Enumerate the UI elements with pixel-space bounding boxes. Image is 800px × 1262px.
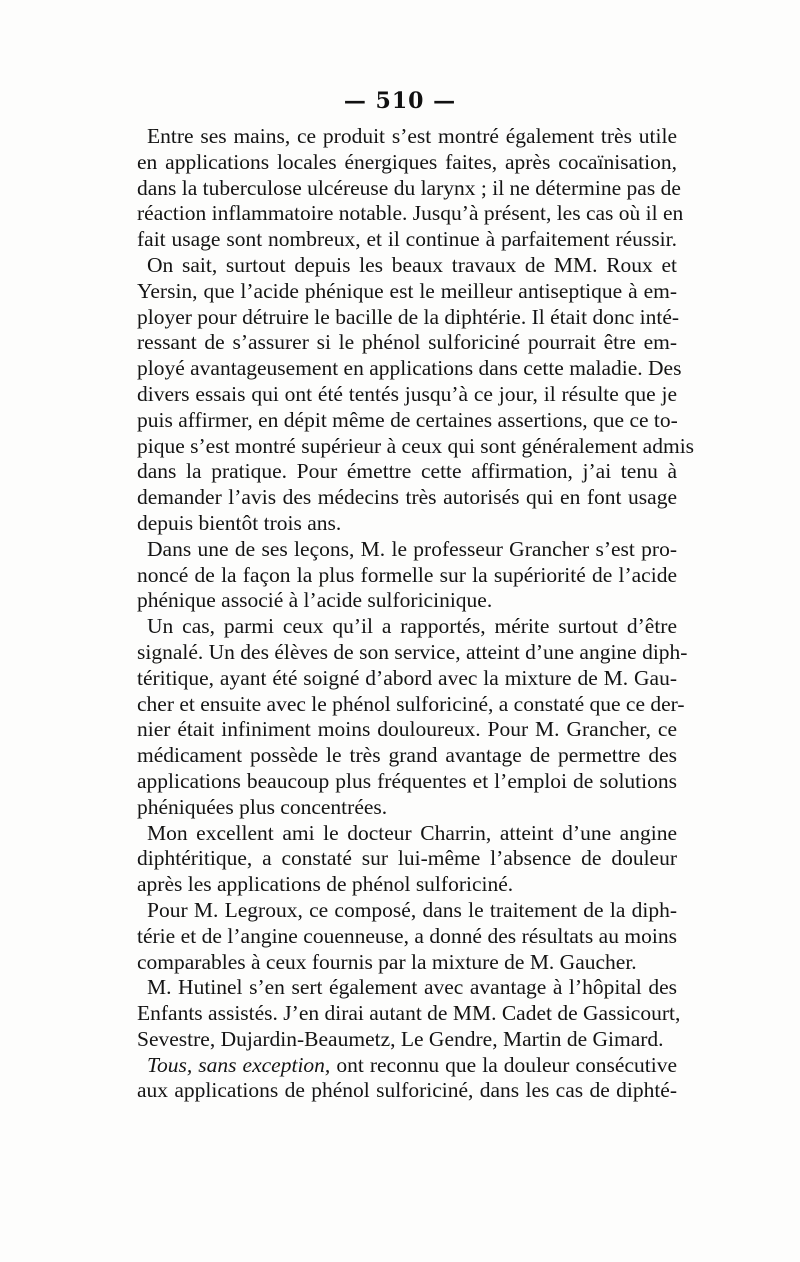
- line-text: On sait, surtout depuis les beaux travaux de MM. Roux et: [147, 252, 677, 277]
- italic-text: Tous, sans exception,: [147, 1052, 331, 1077]
- text-line: [137, 1027, 677, 1053]
- line-text: signalé. Un des élèves de son service, atteint d’une angine diph-: [137, 639, 688, 664]
- text-line: [137, 743, 677, 769]
- page-number: — 510 —: [343, 88, 457, 114]
- text-line: [137, 846, 677, 872]
- text-line: [137, 124, 677, 150]
- line-text: dans la tuberculose ulcéreuse du larynx ; il ne détermine pas de: [137, 175, 681, 200]
- body-text: [137, 124, 695, 1104]
- text-line: [137, 408, 677, 434]
- line-text: après les applications de phénol sulforiciné.: [137, 872, 514, 897]
- text-line: [137, 485, 677, 511]
- text-line: [137, 279, 677, 305]
- line-text: Enfants assistés. J’en dirai autant de MM. Cadet de Gassicourt,: [137, 1001, 681, 1026]
- line-text: cher et ensuite avec le phénol sulforiciné, a constaté que ce der-: [137, 691, 685, 716]
- line-text: comparables à ceux fournis par la mixture de M. Gaucher.: [137, 949, 637, 974]
- line-text: depuis bientôt trois ans.: [137, 510, 342, 535]
- line-text: en applications locales énergiques faites, après cocaïnisation,: [137, 149, 677, 174]
- text-line: [137, 691, 685, 718]
- text-line: [137, 227, 677, 253]
- text-line: [137, 201, 684, 227]
- text-line: [137, 382, 677, 408]
- line-text: phénique associé à l’acide sulforicinique.: [137, 588, 493, 613]
- line-text: applications beaucoup plus fréquentes et l’emploi de solutions: [137, 768, 677, 793]
- line-text: noncé de la façon la plus formelle sur la supériorité de l’acide: [137, 562, 677, 587]
- text-line: [137, 614, 677, 640]
- line-text: Yersin, que l’acide phénique est le meilleur antiseptique à em-: [137, 278, 677, 303]
- text-line: [137, 150, 677, 176]
- line-text: Sevestre, Dujardin-Beaumetz, Le Gendre, Martin de Gimard.: [137, 1026, 664, 1051]
- line-text: puis affirmer, en dépit même de certaines assertions, que ce to-: [137, 407, 678, 432]
- line-text: Mon excellent ami le docteur Charrin, atteint d’une angine: [147, 820, 677, 845]
- line-text: ployé avantageusement en applications dans cette maladie. Des: [137, 356, 682, 381]
- line-text: Dans une de ses leçons, M. le professeur Grancher s’est pro-: [147, 536, 677, 561]
- line-text: M. Hutinel s’en sert également avec avantage à l’hôpital des: [147, 975, 677, 1000]
- line-text: fait usage sont nombreux, et il continue à parfaitement réussir.: [137, 227, 677, 252]
- line-text: térie et de l’angine couenneuse, a donné des résultats au moins: [137, 923, 677, 948]
- line-text: demander l’avis des médecins très autorisés qui en font usage: [137, 485, 677, 510]
- line-text: médicament possède le très grand avantage de permettre des: [137, 743, 677, 768]
- text-line: [137, 769, 677, 795]
- text-line: [137, 1001, 681, 1027]
- text-line: [137, 975, 677, 1001]
- line-text: diphtéritique, a constaté sur lui-même l’absence de douleur: [137, 846, 677, 871]
- line-text: téritique, ayant été soigné d’abord avec la mixture de M. Gau-: [137, 665, 677, 690]
- text-line: [137, 330, 677, 356]
- line-text: ressant de s’assurer si le phénol sulforiciné pourrait être em-: [137, 330, 677, 355]
- line-text: Un cas, parmi ceux qu’il a rapportés, mérite surtout d’être: [147, 614, 677, 639]
- text-line: [137, 459, 677, 485]
- line-text: aux applications de phénol sulforiciné, dans les cas de diphté-: [137, 1078, 677, 1103]
- text-line: [137, 872, 677, 898]
- line-text: ployer pour détruire le bacille de la diphtérie. Il était donc inté-: [137, 304, 680, 329]
- text-line: [137, 253, 677, 279]
- text-line: [137, 950, 677, 976]
- text-line: [137, 795, 677, 821]
- line-text: réaction inflammatoire notable. Jusqu’à présent, les cas où il en: [137, 201, 684, 226]
- line-text: nier était infiniment moins douloureux. Pour M. Grancher, ce: [137, 717, 677, 742]
- line-text: pique s’est montré supérieur à ceux qui sont généralement admis: [137, 433, 695, 458]
- text-line: [137, 537, 677, 563]
- text-line: [137, 356, 682, 382]
- line-text: phéniquées plus concentrées.: [137, 794, 388, 819]
- text-line: [137, 666, 677, 692]
- text-line: [137, 717, 677, 743]
- line-text: ont reconnu que la douleur consécutive: [330, 1052, 677, 1077]
- text-line: [137, 563, 677, 589]
- text-line: [137, 1053, 677, 1079]
- line-text: Pour M. Legroux, ce composé, dans le traitement de la diph-: [147, 897, 677, 922]
- line-text: dans la pratique. Pour émettre cette affirmation, j’ai tenu à: [137, 459, 677, 484]
- line-text: Entre ses mains, ce produit s’est montré également très utile: [147, 124, 677, 148]
- text-line: [137, 175, 681, 202]
- text-line: [137, 304, 680, 331]
- text-line: [137, 639, 688, 666]
- text-line: [137, 433, 695, 460]
- text-line: [137, 924, 677, 950]
- line-text: divers essais qui ont été tentés jusqu’à ce jour, il résulte que je: [137, 381, 677, 406]
- text-line: [137, 821, 677, 847]
- text-line: [137, 588, 677, 614]
- text-line: [137, 1078, 677, 1104]
- text-line: [137, 511, 677, 537]
- text-line: [137, 898, 677, 924]
